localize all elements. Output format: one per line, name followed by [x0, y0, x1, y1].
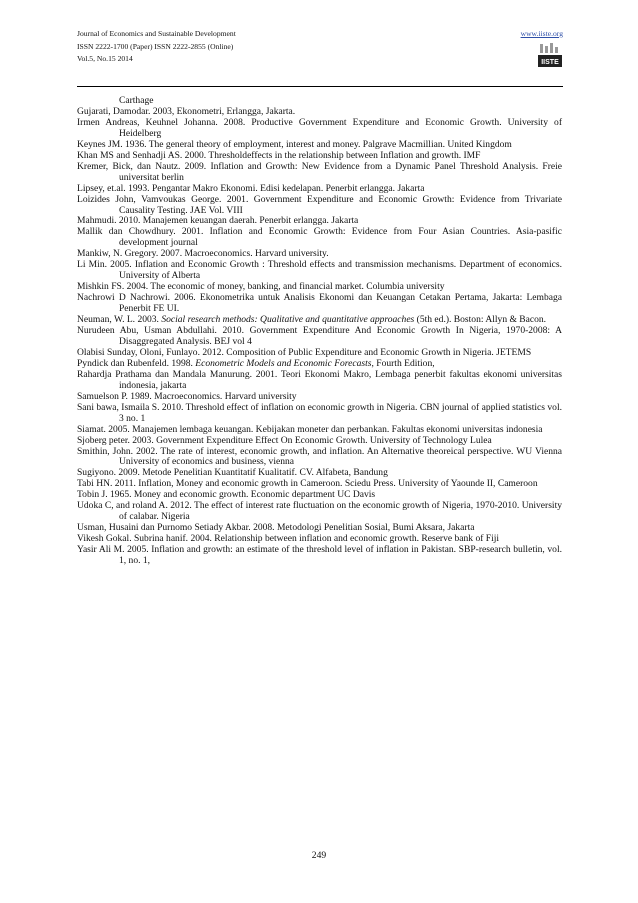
reference-title-italic: Econometric Models and Economic Forecasts — [195, 357, 372, 369]
reference-entry: Yasir Ali M. 2005. Inflation and growth: an estimate of the threshold level of inflation in Pakistan. SBP-research bulletin, vol. 1, no. 1, — [77, 544, 562, 567]
reference-text: (5th ed.). Boston: Allyn & Bacon. — [414, 314, 547, 326]
reference-entry: Mahmudi. 2010. Manajemen keuangan daerah. Penerbit erlangga. Jakarta — [77, 215, 359, 227]
reference-text: , Fourth Edition, — [371, 357, 435, 369]
reference-entry: Samuelson P. 1989. Macroeconomics. Harvard university — [77, 390, 297, 402]
svg-text:IISTE: IISTE — [541, 59, 559, 66]
reference-entry: Khan MS and Senhadji AS. 2000. Thresholdeffects in the relationship between Inflation and growth. IMF — [77, 149, 481, 161]
reference-entry: Nurudeen Abu, Usman Abdullahi. 2010. Government Expenditure And Economic Growth In Nigeria, 1970-2008: A Disaggregated Analysis. BEJ vol 4 — [77, 325, 562, 347]
issn-line: ISSN 2222-1700 (Paper) ISSN 2222-2855 (Online) — [77, 41, 234, 51]
journal-url-link[interactable]: www.iiste.org — [520, 29, 563, 38]
reference-list — [77, 96, 562, 567]
reference-entry: Mallik dan Chowdhury. 2001. Inflation and Economic Growth: Evidence from Four Asian Countries. Asia-pasific development journal — [77, 226, 562, 249]
reference-title-italic: Social research methods: Qualitative and quantitative approaches — [161, 314, 415, 326]
journal-title: Journal of Economics and Sustainable Development — [77, 29, 236, 38]
volume-line: Vol.5, No.15 2014 — [77, 54, 133, 63]
reference-entry: Siamat. 2005. Manajemen lembaga keuangan. Kebijakan moneter dan perbankan. Fakultas ekonomi universitas indonesia — [77, 423, 543, 435]
page-header — [77, 28, 563, 84]
reference-entry: Nachrowi D Nachrowi. 2006. Ekonometrika untuk Analisis Ekonomi dan Keuangan Cetakan Pertama, Jakarta: Lembaga Penerbit FE UI. — [77, 292, 562, 315]
reference-entry: Gujarati, Damodar. 2003, Ekonometri, Erlangga, Jakarta. — [77, 105, 296, 117]
reference-entry: Mishkin FS. 2004. The economic of money, banking, and financial market. Columbia university — [77, 281, 445, 293]
reference-entry: Tobin J. 1965. Money and economic growth. Economic department UC Davis — [77, 489, 376, 501]
reference-entry: Olabisi Sunday, Oloni, Funlayo. 2012. Composition of Public Expenditure and Economic Growth in Nigeria. JETEMS — [77, 346, 532, 358]
header-rule — [77, 86, 563, 87]
reference-entry: Irmen Andreas, Keuhnel Johanna. 2008. Productive Government Expenditure and Economic Growth. University of Heidelberg — [77, 116, 562, 139]
reference-entry: Udoka C, and roland A. 2012. The effect of interest rate fluctuation on the economic growth of Nigeria, 1970-2010. University of calabar. Nigeria — [77, 500, 562, 523]
reference-entry: Loizides John, Vamvoukas George. 2001. Government Expenditure and Economic Growth: Evidence from Trivariate Causality Testing. JAE Vol. VIII — [77, 193, 562, 216]
reference-entry: Sjoberg peter. 2003. Government Expenditure Effect On Economic Growth. University of Technology Lulea — [77, 434, 492, 446]
page-number: 249 — [311, 850, 327, 861]
iiste-logo — [537, 42, 563, 70]
reference-text: Pyndick dan Rubenfeld. 1998. — [77, 357, 196, 369]
reference-entry: Keynes JM. 1936. The general theory of employment, interest and money. Palgrave Macmillian. United Kingdom — [77, 138, 512, 150]
reference-entry: Sugiyono. 2009. Metode Penelitian Kuantitatif Kualitatif. CV. Alfabeta, Bandung — [77, 467, 388, 479]
reference-entry: Mankiw, N. Gregory. 2007. Macroeconomics. Harvard university. — [77, 248, 329, 260]
reference-entry: Usman, Husaini dan Purnomo Setiady Akbar. 2008. Metodologi Penelitian Sosial, Bumi Aksara, Jakarta — [77, 522, 475, 534]
reference-entry: Rahardja Prathama dan Mandala Manurung. 2001. Teori Ekonomi Makro, Lembaga penerbit fakultas ekonomi universitas indonesia, jakarta — [77, 368, 562, 391]
reference-entry: Sani bawa, Ismaila S. 2010. Threshold effect of inflation on economic growth in Nigeria. CBN journal of applied statistics vol. 3 no. 1 — [77, 401, 562, 424]
reference-entry: Smithin, John. 2002. The rate of interest, economic growth, and inflation. An Alternative theoreical perspective. WU Vienna University of economics and business, vienna — [77, 445, 562, 468]
reference-entry: Carthage — [119, 95, 154, 106]
reference-entry: Lipsey, et.al. 1993. Pengantar Makro Ekonomi. Edisi kedelapan. Penerbit erlangga. Jakarta — [77, 182, 425, 194]
reference-text: Neuman, W. L. 2003. — [77, 314, 162, 326]
reference-entry: Li Min. 2005. Inflation and Economic Growth : Threshold effects and transmission mechanisms. Department of economics. University of Alberta — [77, 259, 562, 282]
reference-entry: Vikesh Gokal. Subrina hanif. 2004. Relationship between inflation and economic growth. Reserve bank of Fiji — [77, 533, 500, 545]
reference-entry: Tabi HN. 2011. Inflation, Money and economic growth in Cameroon. Sciedu Press. University of Yaounde II, Cameroon — [77, 478, 538, 490]
reference-entry: Kremer, Bick, dan Nautz. 2009. Inflation and Growth: New Evidence from a Dynamic Panel Threshold Analysis. Freie universitat berlin — [77, 160, 562, 183]
